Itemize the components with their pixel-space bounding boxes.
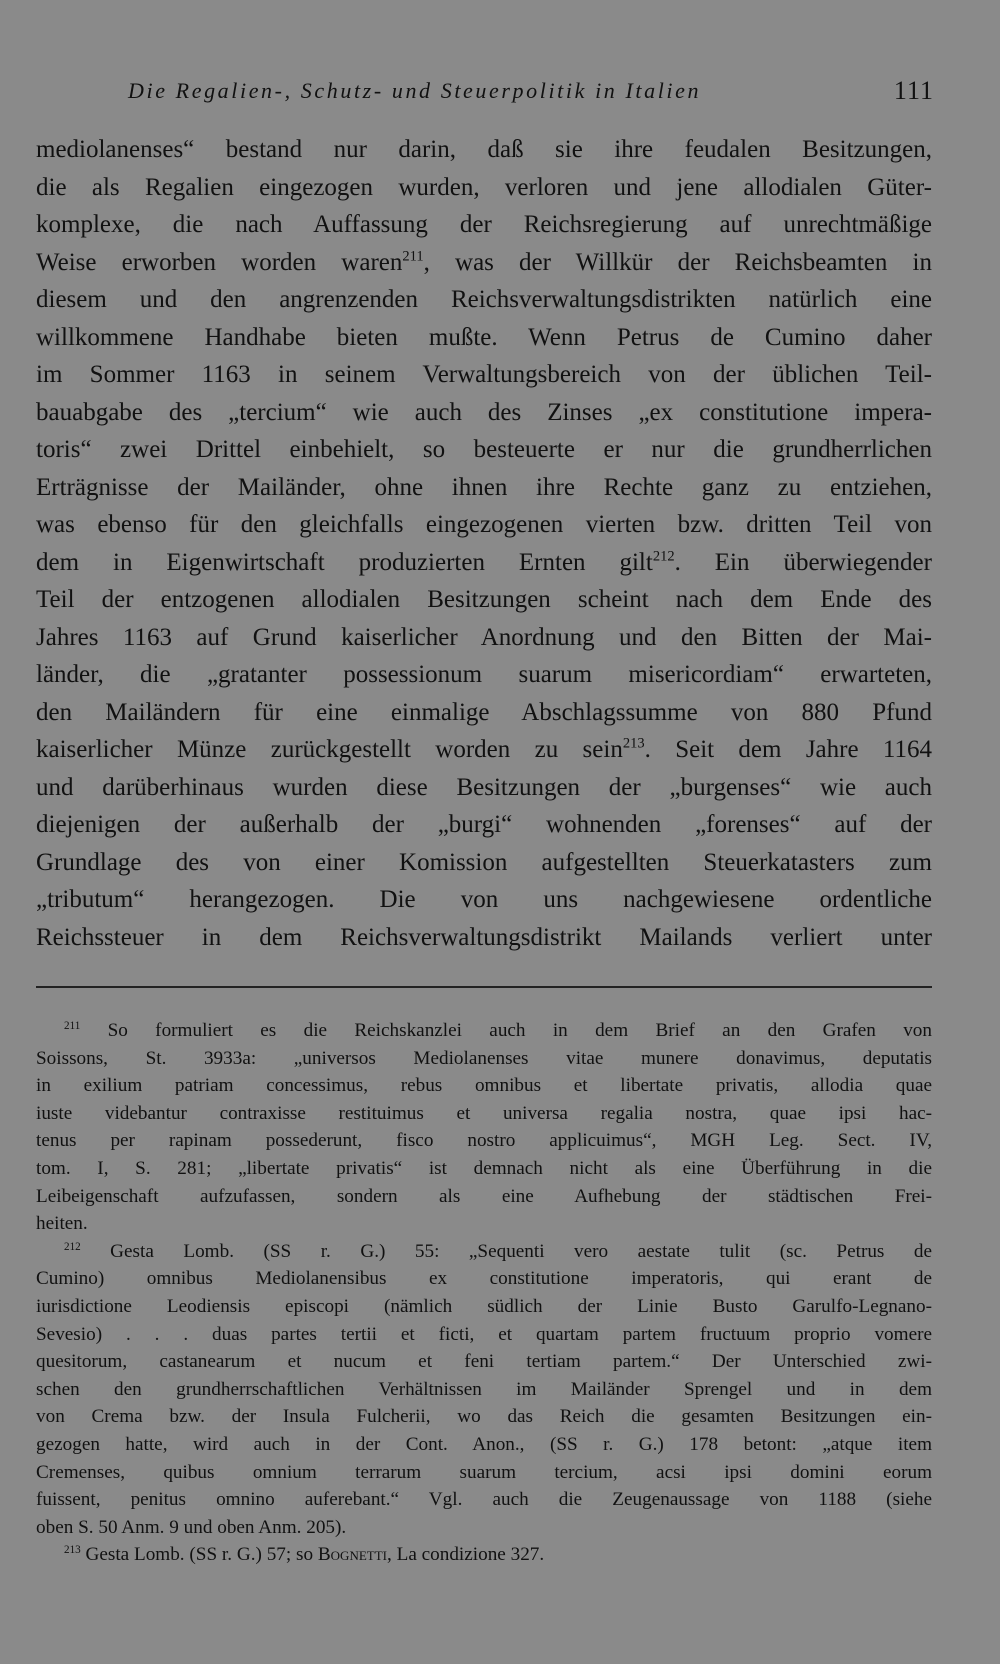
text-line: bauabgabe des „tercium“ wie auch des Zinses „ex constitutione impera-	[36, 398, 932, 426]
text-line: komplexe, die nach Auffassung der Reichsregierung auf unrechtmäßige	[36, 211, 932, 238]
footnote-line: tom. I, S. 281; „libertate privatis“ ist demnach nicht als eine Überführung in die	[36, 1157, 932, 1179]
footnote-line: von Crema bzw. der Insula Fulcherii, wo das Reich die gesamten Besitzungen ein-	[36, 1406, 932, 1428]
text-line: Erträgnisse der Mailänder, ohne ihnen ihre Rechte ganz zu entziehen,	[36, 473, 932, 501]
text-line: dem in Eigenwirtschaft produzierten Ernten gilt$^{212}$. Ein überwiegender	[36, 548, 932, 576]
footnote-line: iuste videbantur contraxisse restituimus et universa regalia nostra, quae ipsi hac-	[36, 1102, 932, 1124]
text-line: im Sommer 1163 in seinem Verwaltungsbereich von der üblichen Teil-	[36, 361, 932, 388]
text-line: den Mailändern für eine einmalige Abschlagssumme von 880 Pfund	[36, 698, 932, 726]
footnote-line: Leibeigenschaft aufzufassen, sondern als eine Aufhebung der städtischen Frei-	[36, 1185, 932, 1207]
text-line: Grundlage des von einer Komission aufgestellten Steuerkatasters zum	[36, 848, 932, 876]
footnote-ref-213: 213	[622, 735, 645, 752]
footnote-212: $^{212}$ Gesta Lomb. (SS r. G.) 55: „Sequenti vero aestate tulit (sc. Petrus de	[64, 1240, 932, 1262]
text-line: Weise erworben worden waren$^{211}$, was der Willkür der Reichsbeamten in	[36, 248, 932, 276]
running-header	[128, 74, 936, 114]
footnote-line: Cremenses, quibus omnium terrarum suarum tercium, acsi ipsi domini eorum	[36, 1461, 932, 1483]
main-text	[36, 131, 932, 956]
footnote-number: 212	[64, 1240, 81, 1253]
footnote-line: heiten.	[36, 1213, 88, 1235]
footnote-line: quesitorum, castanearum et nucum et feni tertiam partem.“ Der Unterschied zwi-	[36, 1351, 932, 1373]
text-line: was ebenso für den gleichfalls eingezogenen vierten bzw. dritten Teil von	[36, 511, 932, 538]
page-number: 111	[893, 76, 934, 105]
text-line: diesem und den angrenzenden Reichsverwaltungsdistrikten natürlich eine	[36, 286, 932, 313]
footnote-number: 211	[64, 1019, 81, 1032]
footnote-211: $^{211}$ So formuliert es die Reichskanzlei auch in dem Brief an den Grafen von	[64, 1019, 932, 1041]
footnote-line: iurisdictione Leodiensis episcopi (nämlich südlich der Linie Busto Garulfo-Legnano-	[36, 1295, 932, 1317]
text-line: Teil der entzogenen allodialen Besitzungen scheint nach dem Ende des	[36, 586, 932, 613]
footnote-ref-212: 212	[652, 548, 675, 565]
text-line: Reichssteuer in dem Reichsverwaltungsdistrikt Mailands verliert unter	[36, 923, 932, 951]
text-line: toris“ zwei Drittel einbehielt, so besteuerte er nur die grundherrlichen	[36, 436, 932, 463]
footnote-line: oben S. 50 Anm. 9 und oben Anm. 205).	[36, 1516, 347, 1538]
text-line: diejenigen der außerhalb der „burgi“ wohnenden „forenses“ auf der	[36, 811, 932, 838]
footnote-line: Sevesio) . . . duas partes tertii et ficti, et quartam partem fructuum proprio vomere	[36, 1323, 932, 1345]
footnote-line: Soissons, St. 3933a: „universos Mediolanenses vitae munere donavimus, deputatis	[36, 1047, 932, 1069]
text-line: länder, die „gratanter possessionum suarum misericordiam“ erwarteten,	[36, 661, 932, 688]
running-title: Die Regalien-, Schutz- und Steuerpolitik in Italien	[128, 78, 702, 103]
footnote-ref-211: 211	[402, 248, 424, 265]
footnote-line: tenus per rapinam possederunt, fisco nostro applicuimus“, MGH Leg. Sect. IV,	[36, 1130, 932, 1152]
text-line: die als Regalien eingezogen wurden, verloren und jene allodialen Güter-	[36, 173, 932, 201]
footnote-line: schen den grundherrschaftlichen Verhältnissen im Mailänder Sprengel und in dem	[36, 1378, 932, 1400]
text-line: und darüberhinaus wurden diese Besitzungen der „burgenses“ wie auch	[36, 773, 932, 801]
text-line: Jahres 1163 auf Grund kaiserlicher Anordnung und den Bitten der Mai-	[36, 623, 932, 651]
footnote-line: Cumino) omnibus Mediolanensibus ex constitutione imperatoris, qui erant de	[36, 1268, 932, 1290]
text-line: „tributum“ herangezogen. Die von uns nachgewiesene ordentliche	[36, 886, 932, 913]
text-line: kaiserlicher Münze zurückgestellt worden zu sein$^{213}$. Seit dem Jahre 1164	[36, 735, 932, 763]
text-line: willkommene Handhabe bieten mußte. Wenn Petrus de Cumino daher	[36, 323, 932, 351]
footnote-line: in exilium patriam concessimus, rebus omnibus et libertate privatis, allodia quae	[36, 1075, 932, 1097]
author-name: Bognetti	[317, 1544, 387, 1566]
text-line: mediolanenses“ bestand nur darin, daß sie ihre feudalen Besitzungen,	[36, 136, 932, 163]
footnotes	[36, 1017, 932, 1569]
footnote-number: 213	[64, 1544, 81, 1557]
footnote-separator	[36, 986, 932, 988]
footnote-213: $^{213}$ Gesta Lomb. (SS r. G.) 57; so Bognetti, La condizione 327.	[64, 1544, 545, 1566]
footnote-line: fuissent, penitus omnino auferebant.“ Vgl. auch die Zeugenaussage von 1188 (siehe	[36, 1489, 932, 1511]
footnote-line: gezogen hatte, wird auch in der Cont. Anon., (SS r. G.) 178 betont: „atque item	[36, 1433, 932, 1455]
